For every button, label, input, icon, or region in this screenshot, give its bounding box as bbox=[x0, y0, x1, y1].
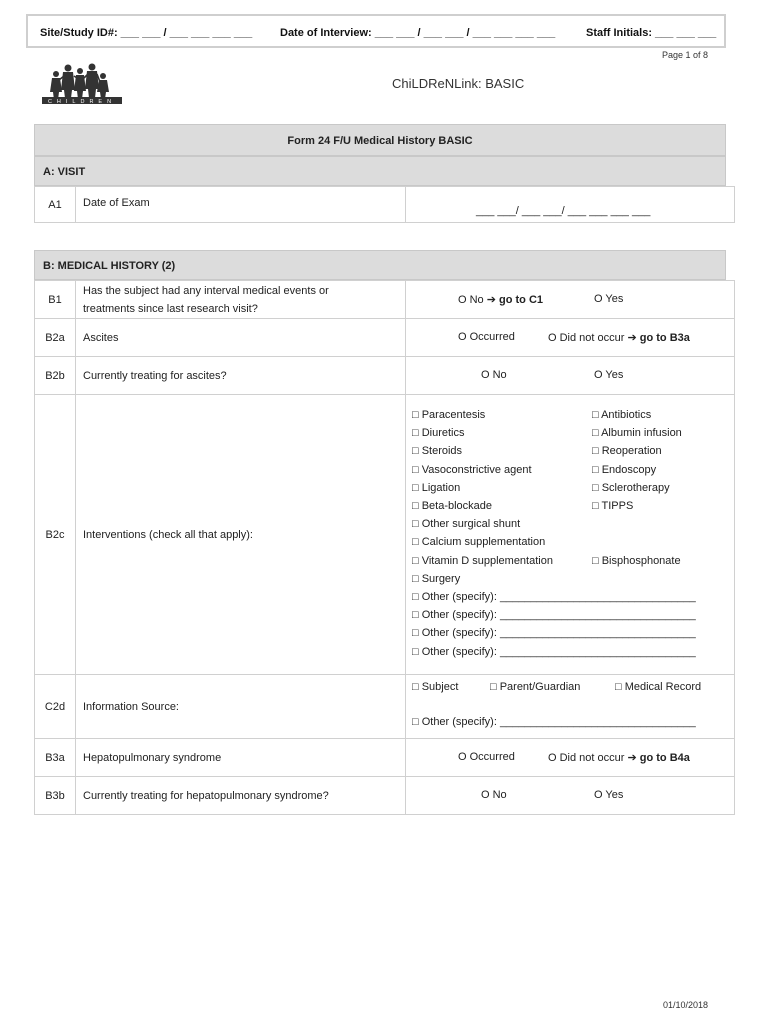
source-other-specify-field[interactable]: □ Other (specify): ________________________________ bbox=[412, 716, 696, 728]
family-figures-icon bbox=[40, 62, 124, 104]
intervention-checkbox[interactable]: □ Other (specify): ________________________________ bbox=[412, 609, 696, 622]
b1-no-option[interactable]: O No ➔ go to C1 bbox=[458, 294, 544, 306]
row-b2a bbox=[35, 319, 735, 357]
intervention-checkbox[interactable]: □ Bisphosphonate bbox=[592, 554, 681, 567]
question-code: A1 bbox=[35, 187, 76, 223]
question-code: B2b bbox=[35, 357, 76, 395]
b3a-did-not-occur-option[interactable]: O Did not occur ➔ go to B4a bbox=[548, 752, 690, 764]
visit-table bbox=[34, 186, 726, 223]
b3b-yes-option[interactable]: O Yes bbox=[594, 789, 624, 801]
intervention-checkbox[interactable]: □ Surgery bbox=[412, 572, 461, 585]
question-code: B1 bbox=[35, 281, 76, 319]
question-code: B3a bbox=[35, 739, 76, 777]
row-b3a bbox=[35, 739, 735, 777]
date-blank[interactable]: ___ ___/ ___ ___/ ___ ___ ___ ___ bbox=[476, 205, 651, 217]
question-line-1: Has the subject had any interval medical events or bbox=[83, 284, 329, 297]
question-text: Hepatopulmonary syndrome bbox=[76, 739, 406, 777]
intervention-checkbox[interactable]: □ Vitamin D supplementation bbox=[412, 554, 553, 567]
intervention-checkbox[interactable]: □ Ligation bbox=[412, 481, 461, 494]
row-b2c bbox=[35, 395, 735, 675]
children-logo bbox=[40, 62, 124, 104]
b3a-occurred-option[interactable]: O Occurred bbox=[458, 751, 515, 763]
answer-cell bbox=[406, 357, 735, 395]
answer-cell bbox=[406, 777, 735, 815]
source-medical-record-checkbox[interactable]: □ Medical Record bbox=[615, 681, 702, 693]
question-text bbox=[76, 281, 406, 319]
date-of-exam-field[interactable] bbox=[406, 187, 735, 223]
answer-cell bbox=[406, 319, 735, 357]
b2a-occurred-option[interactable]: O Occurred bbox=[458, 331, 515, 343]
question-text: Currently treating for hepatopulmonary syndrome? bbox=[76, 777, 406, 815]
site-study-id-field[interactable]: Site/Study ID#: ___ ___ / ___ ___ ___ ___ bbox=[40, 27, 253, 39]
intervention-checkbox[interactable]: □ Other (specify): ________________________________ bbox=[412, 591, 696, 603]
skip-instruction: go to C1 bbox=[499, 294, 544, 306]
row-a1 bbox=[35, 187, 735, 223]
row-b1 bbox=[35, 281, 735, 319]
intervention-checkbox[interactable]: □ Vasoconstrictive agent bbox=[412, 463, 532, 476]
b3b-no-option[interactable]: O No bbox=[481, 789, 507, 801]
intervention-checkbox[interactable]: □ Beta-blockade bbox=[412, 500, 493, 512]
interview-date-field[interactable]: Date of Interview: ___ ___ / ___ ___ / ___ ___ ___ ___ bbox=[280, 27, 556, 39]
row-b3b bbox=[35, 777, 735, 815]
intervention-checkbox[interactable]: □ Other (specify): ________________________________ bbox=[412, 645, 696, 658]
form-title: Form 24 F/U Medical History BASIC bbox=[34, 124, 726, 156]
intervention-checkbox[interactable]: □ Endoscopy bbox=[592, 463, 657, 476]
answer-cell bbox=[406, 281, 735, 319]
footer-date: 01/10/2018 bbox=[662, 1000, 708, 1010]
page-number: Page 1 of 8 bbox=[661, 50, 708, 60]
row-b2b bbox=[35, 357, 735, 395]
b2b-no-option[interactable]: O No bbox=[481, 369, 507, 381]
intervention-checkbox[interactable]: □ Sclerotherapy bbox=[592, 481, 670, 494]
question-text: Ascites bbox=[76, 319, 406, 357]
intervention-checkbox[interactable]: □ Antibiotics bbox=[592, 409, 652, 421]
arrow-right-icon: ➔ bbox=[486, 294, 496, 306]
skip-instruction: go to B3a bbox=[639, 332, 690, 344]
question-text: Currently treating for ascites? bbox=[76, 357, 406, 395]
interventions-checklist bbox=[406, 395, 735, 675]
question-line-2: treatments since last research visit? bbox=[83, 302, 258, 315]
question-code: B2a bbox=[35, 319, 76, 357]
answer-cell bbox=[406, 739, 735, 777]
skip-instruction: go to B4a bbox=[639, 752, 690, 764]
row-c2d bbox=[35, 675, 735, 739]
section-heading-visit: A: VISIT bbox=[34, 156, 726, 186]
question-text: Date of Exam bbox=[76, 187, 406, 223]
intervention-checkbox[interactable]: □ Reoperation bbox=[592, 445, 662, 458]
intervention-checkbox[interactable]: □ Albumin infusion bbox=[592, 427, 682, 440]
question-code: B3b bbox=[35, 777, 76, 815]
source-subject-checkbox[interactable]: □ Subject bbox=[412, 681, 459, 693]
question-text: Interventions (check all that apply): bbox=[76, 395, 406, 675]
arrow-right-icon: ➔ bbox=[627, 332, 637, 344]
intervention-checkbox[interactable]: □ Diuretics bbox=[412, 427, 465, 440]
arrow-right-icon: ➔ bbox=[627, 752, 637, 764]
intervention-checkbox[interactable]: □ Other (specify): ________________________________ bbox=[412, 627, 696, 640]
question-code: C2d bbox=[35, 675, 76, 739]
svg-text:CHILDREN: CHILDREN bbox=[47, 99, 117, 104]
question-code: B2c bbox=[35, 395, 76, 675]
intervention-checkbox[interactable]: □ Paracentesis bbox=[412, 409, 486, 421]
intervention-checkbox[interactable]: □ Other surgical shunt bbox=[412, 518, 521, 531]
app-title: ChiLDReNLink: BASIC bbox=[392, 76, 525, 91]
b2b-yes-option[interactable]: O Yes bbox=[594, 369, 624, 381]
b1-yes-option[interactable]: O Yes bbox=[594, 293, 624, 305]
intervention-checkbox[interactable]: □ Calcium supplementation bbox=[412, 536, 546, 549]
intervention-checkbox[interactable]: □ TIPPS bbox=[592, 500, 634, 512]
header-bar bbox=[26, 14, 726, 48]
question-text: Information Source: bbox=[76, 675, 406, 739]
b2a-did-not-occur-option[interactable]: O Did not occur ➔ go to B3a bbox=[548, 332, 690, 344]
intervention-checkbox[interactable]: □ Steroids bbox=[412, 445, 463, 458]
section-heading-medical-history: B: MEDICAL HISTORY (2) bbox=[34, 250, 726, 280]
staff-initials-field[interactable]: Staff Initials: ___ ___ ___ bbox=[586, 27, 717, 39]
medical-history-table bbox=[34, 280, 726, 815]
answer-cell bbox=[406, 675, 735, 739]
source-parent-guardian-checkbox[interactable]: □ Parent/Guardian bbox=[490, 681, 581, 693]
